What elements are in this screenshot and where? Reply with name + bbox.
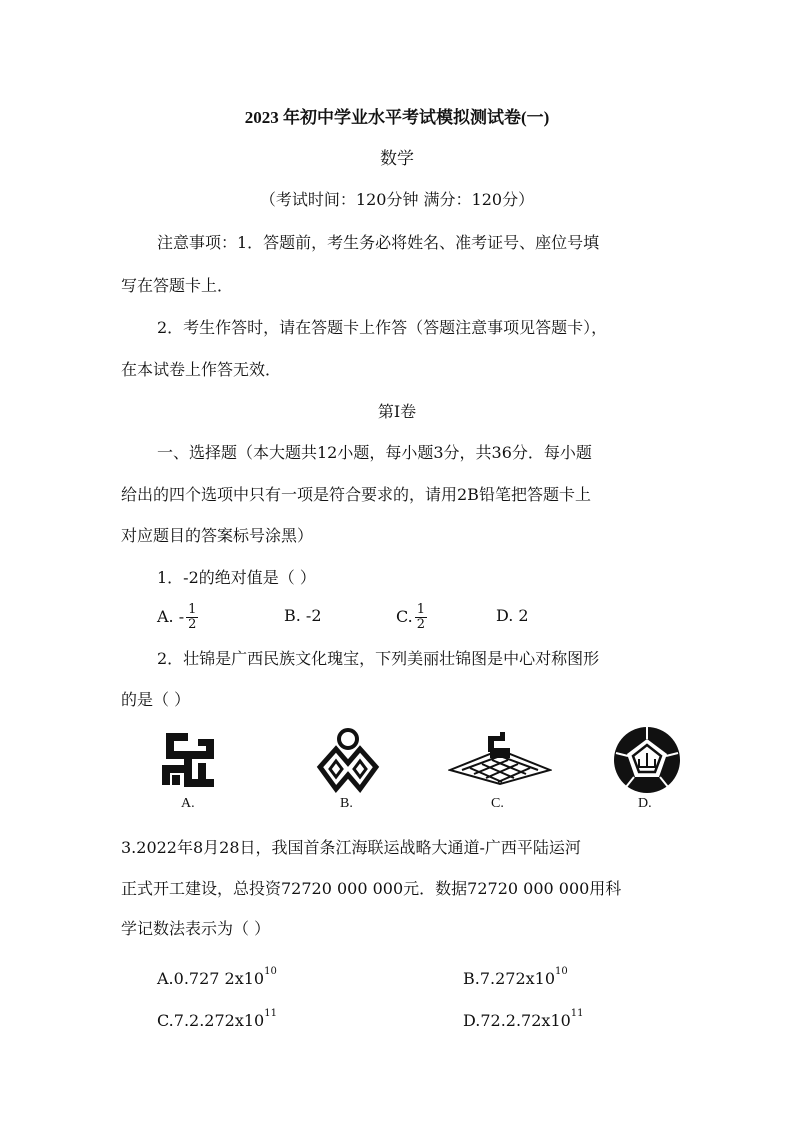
notice-line-2: 写在答题卡上． xyxy=(121,276,234,295)
section1-line-1: 一、选择题（本大题共12小题，每小题3分，共36分．每小题 xyxy=(157,443,592,462)
notice-line-1: 注意事项：1．答题前，考生务必将姓名、准考证号、座位号填 xyxy=(157,233,600,252)
section1-line-2: 给出的四个选项中只有一项是符合要求的，请用2B铅笔把答题卡上 xyxy=(121,485,591,504)
q3-option-b xyxy=(463,962,568,989)
q1-option-a-prefix: A. - xyxy=(157,607,185,626)
q1-option-c-prefix: C. xyxy=(396,607,413,626)
q1-option-b: B. -2 xyxy=(284,606,322,625)
q1-option-a-fraction xyxy=(186,603,198,632)
q3-option-a xyxy=(157,962,277,989)
q3-option-d-text: D.72.2.72x10 xyxy=(463,1011,571,1030)
q3-option-d-exponent: 11 xyxy=(570,1008,584,1019)
figure-c-label: C. xyxy=(491,796,504,811)
q1-option-a-denominator: 2 xyxy=(188,617,197,632)
q3-line-3: 学记数法表示为（ ） xyxy=(121,919,271,938)
exam-info: （考试时间：120分钟 满分：120分） xyxy=(259,190,535,209)
q2-line-1: 2．壮锦是广西民族文化瑰宝，下列美丽壮锦图是中心对称图形 xyxy=(157,649,600,668)
q1-stem: 1．-2的绝对值是（ ） xyxy=(157,568,316,587)
exam-title: 2023 年初中学业水平考试模拟测试卷(一) xyxy=(244,108,550,127)
q1-option-a-numerator: 1 xyxy=(188,602,197,617)
subject-title: 数学 xyxy=(380,149,414,169)
q3-option-d xyxy=(463,1004,584,1031)
notice-line-3: 2．考生作答时，请在答题卡上作答（答题注意事项见答题卡）， xyxy=(157,318,608,337)
q3-option-c xyxy=(157,1004,277,1031)
section1-line-3: 对应题目的答案标号涂黑） xyxy=(121,526,314,545)
q3-line-2: 正式开工建设，总投资72720 000 000元．数据72720 000 000用科 xyxy=(121,879,622,898)
zhuang-brocade-figure-b xyxy=(314,727,382,795)
zhuang-brocade-figure-c xyxy=(448,730,552,786)
q3-option-c-exponent: 11 xyxy=(264,1008,277,1019)
q3-option-a-text: A.0.727 2x10 xyxy=(157,969,265,988)
q3-option-b-exponent: 10 xyxy=(555,966,568,977)
figure-a-label: A. xyxy=(181,796,195,811)
q2-line-2: 的是（ ） xyxy=(121,690,191,709)
zhuang-brocade-figure-a xyxy=(158,731,222,791)
zhuang-brocade-figure-d xyxy=(612,725,682,795)
q3-line-1: 3.2022年8月28日，我国首条江海联运战略大通道-广西平陆运河 xyxy=(121,838,581,857)
q3-option-b-text: B.7.272x10 xyxy=(463,969,556,988)
q1-option-d: D. 2 xyxy=(496,606,529,625)
q1-option-c-denominator: 2 xyxy=(416,617,426,632)
q3-option-a-exponent: 10 xyxy=(264,966,277,977)
q1-option-c xyxy=(396,603,429,632)
figure-d-label: D. xyxy=(638,796,652,811)
volume-title: 第Ⅰ卷 xyxy=(377,402,417,421)
q1-option-a xyxy=(157,603,200,632)
figure-b-label: B. xyxy=(340,796,353,811)
notice-line-4: 在本试卷上作答无效． xyxy=(121,360,282,379)
q3-option-c-text: C.7.2.272x10 xyxy=(157,1011,265,1030)
q1-option-c-numerator: 1 xyxy=(416,602,426,617)
q1-option-c-fraction xyxy=(415,603,427,632)
